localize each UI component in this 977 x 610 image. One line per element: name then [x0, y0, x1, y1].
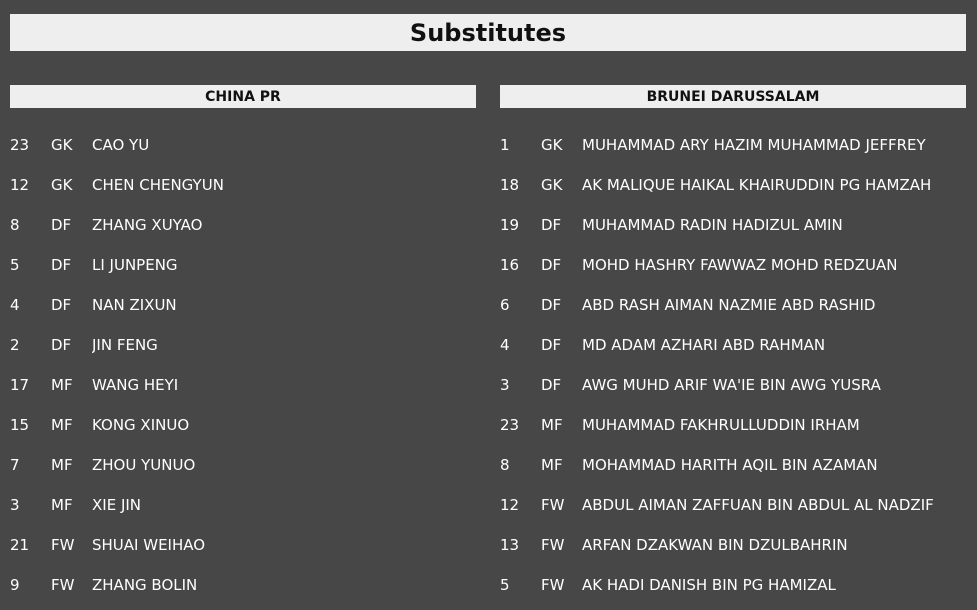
player-row	[500, 285, 966, 325]
player-row	[500, 485, 966, 525]
player-row	[500, 325, 966, 365]
player-name: MOHD HASHRY FAWWAZ MOHD REDZUAN	[582, 256, 898, 274]
player-name: KONG XINUO	[92, 416, 190, 434]
player-position: MF	[541, 456, 563, 474]
player-row	[10, 325, 476, 365]
player-name: AK MALIQUE HAIKAL KHAIRUDDIN PG HAMZAH	[582, 176, 932, 194]
player-name: CAO YU	[92, 136, 150, 154]
player-position: GK	[541, 176, 563, 194]
player-name: AWG MUHD ARIF WA'IE BIN AWG YUSRA	[582, 376, 881, 394]
player-number: 5	[500, 576, 510, 594]
player-number: 9	[10, 576, 20, 594]
player-row	[500, 445, 966, 485]
player-row	[500, 245, 966, 285]
player-row	[10, 365, 476, 405]
player-row	[10, 565, 476, 605]
player-number: 1	[500, 136, 510, 154]
player-number: 5	[10, 256, 20, 274]
player-name: ABD RASH AIMAN NAZMIE ABD RASHID	[582, 296, 876, 314]
player-name: ZHANG XUYAO	[92, 216, 203, 234]
player-position: FW	[51, 576, 75, 594]
player-row	[10, 445, 476, 485]
player-position: GK	[541, 136, 563, 154]
player-row	[10, 125, 476, 165]
player-position: FW	[541, 576, 565, 594]
player-position: MF	[51, 456, 73, 474]
player-name: CHEN CHENGYUN	[92, 176, 224, 194]
player-name: AK HADI DANISH BIN PG HAMIZAL	[582, 576, 836, 594]
player-name: MUHAMMAD ARY HAZIM MUHAMMAD JEFFREY	[582, 136, 926, 154]
player-number: 21	[10, 536, 30, 554]
player-number: 17	[10, 376, 30, 394]
player-position: DF	[541, 256, 562, 274]
player-position: MF	[51, 416, 73, 434]
team-header-china: CHINA PR	[10, 85, 476, 108]
player-list-china	[10, 125, 476, 605]
player-row	[10, 285, 476, 325]
player-number: 3	[10, 496, 20, 514]
player-row	[500, 525, 966, 565]
player-row	[10, 405, 476, 445]
player-number: 8	[500, 456, 510, 474]
player-row	[10, 165, 476, 205]
player-name: JIN FENG	[92, 336, 158, 354]
player-name: MUHAMMAD RADIN HADIZUL AMIN	[582, 216, 843, 234]
player-number: 8	[10, 216, 20, 234]
player-name: ZHANG BOLIN	[92, 576, 198, 594]
player-number: 23	[10, 136, 30, 154]
player-number: 12	[10, 176, 30, 194]
player-position: MF	[541, 416, 563, 434]
player-number: 18	[500, 176, 520, 194]
player-position: DF	[541, 216, 562, 234]
player-number: 16	[500, 256, 520, 274]
player-position: DF	[541, 296, 562, 314]
player-row	[10, 525, 476, 565]
player-position: GK	[51, 136, 73, 154]
player-number: 12	[500, 496, 520, 514]
player-position: MF	[51, 496, 73, 514]
player-name: MUHAMMAD FAKHRULLUDDIN IRHAM	[582, 416, 860, 434]
player-number: 2	[10, 336, 20, 354]
player-name: ZHOU YUNUO	[92, 456, 196, 474]
player-position: DF	[51, 336, 72, 354]
player-number: 4	[500, 336, 510, 354]
player-row	[10, 205, 476, 245]
player-row	[10, 485, 476, 525]
player-name: ABDUL AIMAN ZAFFUAN BIN ABDUL AL NADZIF	[582, 496, 934, 514]
player-position: FW	[541, 496, 565, 514]
player-row	[500, 165, 966, 205]
team-header-brunei: BRUNEI DARUSSALAM	[500, 85, 966, 108]
player-name: XIE JIN	[92, 496, 142, 514]
player-number: 15	[10, 416, 30, 434]
player-position: DF	[51, 216, 72, 234]
page-title: Substitutes	[10, 14, 966, 51]
player-name: WANG HEYI	[92, 376, 179, 394]
player-name: MOHAMMAD HARITH AQIL BIN AZAMAN	[582, 456, 878, 474]
player-list-brunei	[500, 125, 966, 605]
player-name: SHUAI WEIHAO	[92, 536, 206, 554]
player-position: MF	[51, 376, 73, 394]
player-position: FW	[541, 536, 565, 554]
player-position: GK	[51, 176, 73, 194]
player-number: 3	[500, 376, 510, 394]
player-name: LI JUNPENG	[92, 256, 178, 274]
player-number: 6	[500, 296, 510, 314]
player-row	[500, 205, 966, 245]
player-position: FW	[51, 536, 75, 554]
player-number: 4	[10, 296, 20, 314]
player-name: NAN ZIXUN	[92, 296, 177, 314]
player-row	[500, 405, 966, 445]
player-row	[500, 365, 966, 405]
player-row	[10, 245, 476, 285]
player-position: DF	[541, 376, 562, 394]
player-name: ARFAN DZAKWAN BIN DZULBAHRIN	[582, 536, 848, 554]
player-row	[500, 565, 966, 605]
player-number: 19	[500, 216, 520, 234]
player-number: 13	[500, 536, 520, 554]
team-column-china	[10, 85, 476, 594]
player-name: MD ADAM AZHARI ABD RAHMAN	[582, 336, 826, 354]
player-row	[500, 125, 966, 165]
player-number: 23	[500, 416, 520, 434]
player-number: 7	[10, 456, 20, 474]
team-column-brunei	[500, 85, 966, 594]
player-position: DF	[541, 336, 562, 354]
player-position: DF	[51, 256, 72, 274]
player-position: DF	[51, 296, 72, 314]
